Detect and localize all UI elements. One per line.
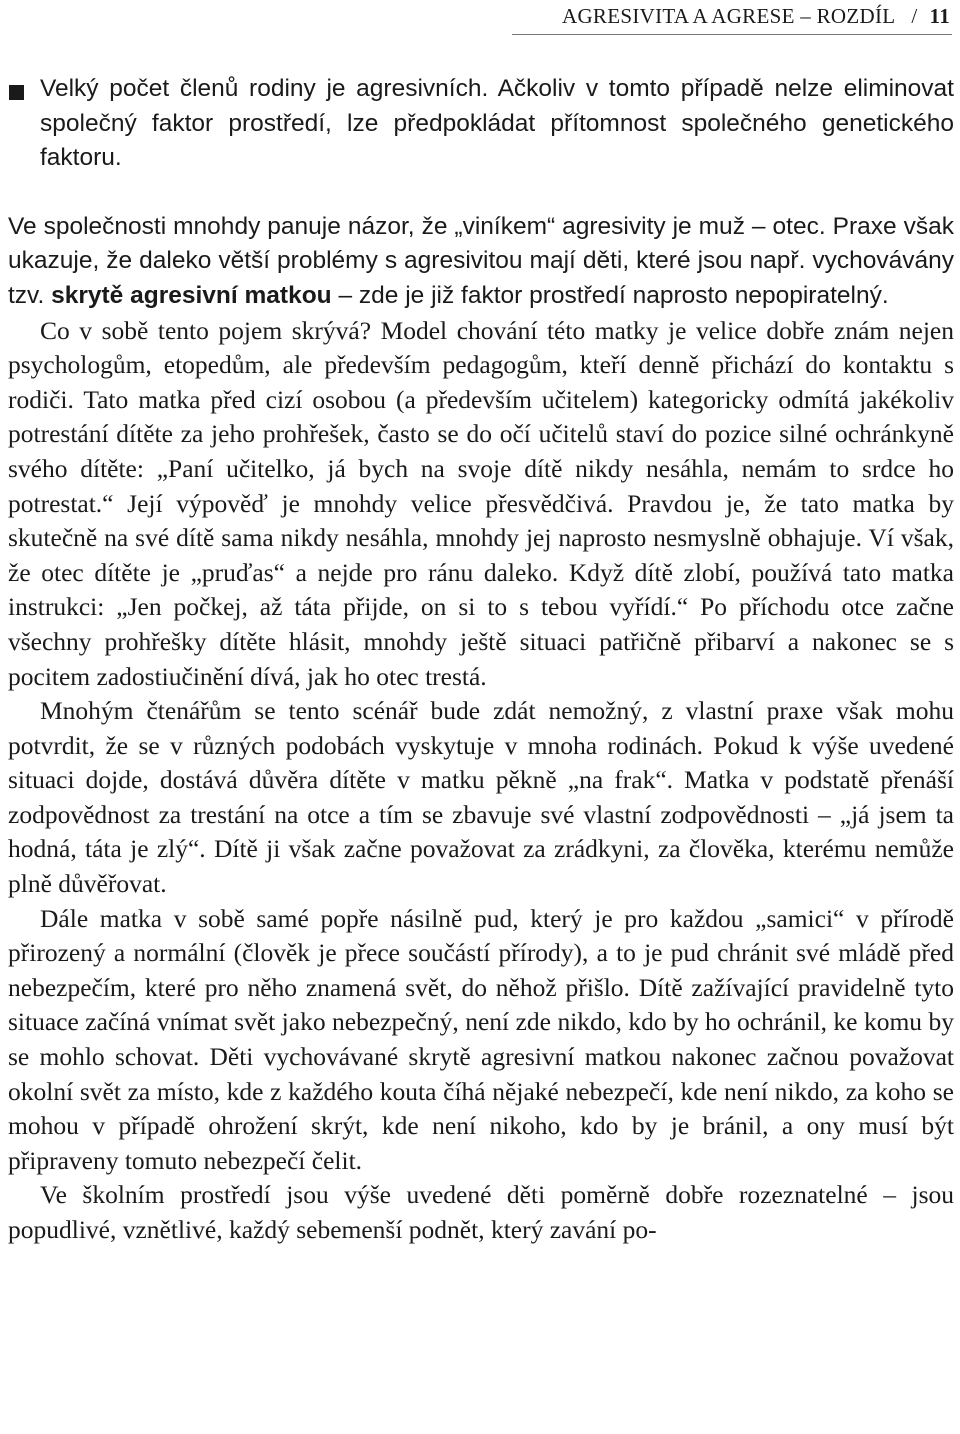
paragraph-1-text-b: – zde je již faktor prostředí naprosto nepopiratelný. <box>331 281 889 309</box>
bullet-text: Velký počet členů rodiny je agresivních. Ačkoliv v tomto případě nelze eliminovat společný faktor prostředí, lze předpokládat přítomnost společného genetického faktoru. <box>40 75 954 172</box>
page-number: 11 <box>929 4 950 28</box>
paragraph-4: Dále matka v sobě samé popře násilně pud, který je pro každou „samici“ v přírodě přirozený a normální (člověk je přece součástí přírody), a to je pud chránit své mládě před nebezpečím, které pro něho znamená svět, do něhož přišlo. Dítě zažívající pravidelně tyto situace začíná vnímat svět jako nebezpečný, není zde nikdo, kdo by ho ochránil, ke komu by se mohlo schovat. Děti vychovávané skrytě agresivní matkou nakonec začnou považovat okolní svět za místo, kde z každého kouta číhá nějaké nebezpečí, kde není nikdo, za koho se mohou v případě ohrožení skrýt, kde není nikoho, kdo by je bránil, a ony musí být připraveny tomuto nebezpečí čelit. <box>8 903 954 1175</box>
header-separator: / <box>911 4 918 28</box>
bullet-item <box>8 72 954 176</box>
paragraph-1-text-a: Ve společnosti mnohdy panuje názor, že „viníkem“ agresivity je muž – otec. Praxe však ukazuje, že daleko větší problémy s agresivitou mají děti, které jsou např. vychovávány tzv. <box>8 212 954 309</box>
paragraph-1-bold: skrytě agresivní matkou <box>51 281 332 309</box>
paragraph-1 <box>8 210 954 314</box>
header-rule <box>512 34 952 35</box>
square-bullet-icon <box>9 85 24 100</box>
running-header <box>10 4 950 30</box>
paragraph-3: Mnohým čtenářům se tento scénář bude zdát nemožný, z vlastní praxe však mohu potvrdit, že se v různých podobách vyskytuje v mnoha rodinách. Pokud k výše uvedené situaci dojde, dostává důvěra dítěte v matku pěkně „na frak“. Matka v podstatě přenáší zodpovědnost za trestání na otce a tím se zbavuje své vlastní zodpovědnosti – „já jsem ta hodná, táta je zlý“. Dítě ji však začne považovat za zrádkyni, za člověka, kterému nemůže plně důvěřovat. <box>8 696 954 899</box>
paragraph-5: Ve školním prostředí jsou výše uvedené děti poměrně dobře rozeznatelné – jsou popudlivé, vznětlivé, každý sebemenší podnět, který zavání po- <box>8 1180 954 1244</box>
chapter-title: AGRESIVITA A AGRESE – ROZDÍL <box>562 4 896 28</box>
paragraph-2: Co v sobě tento pojem skrývá? Model chování této matky je velice dobře znám nejen psychologům, etopedům, ale především pedagogům, kteří denně přichází do kontaktu s rodiči. Tato matka před cizí osobou (a především učitelem) kategoricky odmítá jakékoliv potrestání dítěte za jeho prohřešek, často se do očí učitelů staví do pozice silné ochránkyně svého dítěte: „Paní učitelko, já bych na svoje dítě nikdy nesáhla, nemám to srdce ho potrestat.“ Její výpověď je mnohdy velice přesvědčivá. Pravdou je, že tato matka by skutečně na své dítě sama nikdy nesáhla, mnohdy jej naprosto nesmyslně obhajuje. Ví však, že otec dítěte je „pruďas“ a nejde pro ránu daleko. Když dítě zlobí, používá tato matka instrukci: „Jen počkej, až táta přijde, on si to s tebou vyřídí.“ Po příchodu otce začne všechny prohřešky dítěte hlásit, mnohdy ještě situaci patřičně přibarví a nakonec se s pocitem zadostiučinění dívá, jak ho otec trestá. <box>8 315 954 691</box>
page-body <box>8 72 954 1248</box>
